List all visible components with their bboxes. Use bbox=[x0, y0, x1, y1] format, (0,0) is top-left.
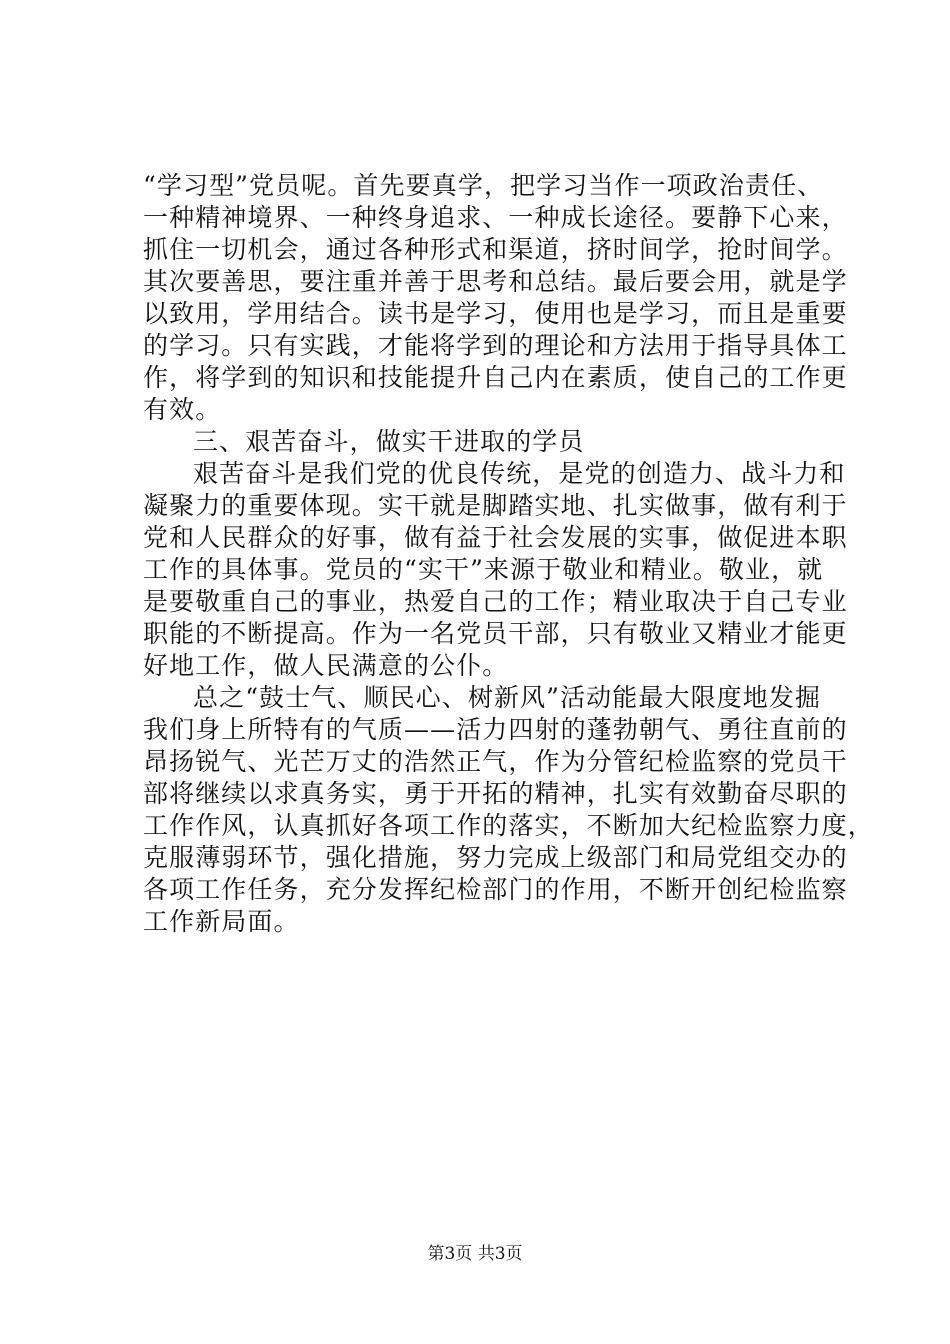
text-line: 一种精神境界、一种终身追求、一种成长途径。要静下心来， bbox=[143, 203, 848, 232]
page-footer: 第3页 共3页 bbox=[427, 1244, 523, 1264]
text-line: 克服薄弱环节，强化措施，努力完成上级部门和局党组交办的 bbox=[143, 843, 848, 872]
text-line: 职能的不断提高。作为一名党员干部，只有敬业又精业才能更 bbox=[143, 619, 848, 648]
text-line: 凝聚力的重要体现。实干就是脚踏实地、扎实做事，做有利于 bbox=[143, 491, 848, 520]
text-line: 艰苦奋斗是我们党的优良传统，是党的创造力、战斗力和 bbox=[193, 459, 846, 488]
text-line: 工作作风，认真抓好各项工作的落实，不断加大纪检监察力度， bbox=[143, 811, 874, 840]
text-line: 好地工作，做人民满意的公仆。 bbox=[143, 651, 509, 680]
text-line: 部将继续以求真务实，勇于开拓的精神，扎实有效勤奋尽职的 bbox=[143, 779, 848, 808]
text-line: 我们身上所特有的气质——活力四射的蓬勃朝气、勇往直前的 bbox=[143, 715, 848, 744]
text-line: 工作新局面。 bbox=[143, 907, 300, 936]
document-body bbox=[143, 170, 874, 938]
text-line: 是要敬重自己的事业，热爱自己的工作；精业取决于自己专业 bbox=[143, 587, 848, 616]
text-line: 以致用，学用结合。读书是学习，使用也是学习，而且是重要 bbox=[143, 299, 848, 328]
text-line: 的学习。只有实践，才能将学到的理论和方法用于指导具体工 bbox=[143, 331, 848, 360]
text-line: 抓住一切机会，通过各种形式和渠道，挤时间学，抢时间学。 bbox=[143, 235, 848, 264]
text-line: “学习型”党员呢。首先要真学，把学习当作一项政治责任、 bbox=[143, 171, 824, 200]
text-line: 党和人民群众的好事，做有益于社会发展的实事，做促进本职 bbox=[143, 523, 848, 552]
text-line: 各项工作任务，充分发挥纪检部门的作用，不断开创纪检监察 bbox=[143, 875, 848, 904]
text-line: 总之“鼓士气、顺民心、树新风”活动能最大限度地发掘 bbox=[193, 683, 822, 712]
text-line: 昂扬锐气、光芒万丈的浩然正气，作为分管纪检监察的党员干 bbox=[143, 747, 848, 776]
text-line: 其次要善思，要注重并善于思考和总结。最后要会用，就是学 bbox=[143, 267, 848, 296]
text-line: 有效。 bbox=[143, 395, 222, 424]
text-line: 作，将学到的知识和技能提升自己内在素质，使自己的工作更 bbox=[143, 363, 848, 392]
text-line: 工作的具体事。党员的“实干”来源于敬业和精业。敬业，就 bbox=[143, 555, 824, 584]
section-heading: 三、艰苦奋斗，做实干进取的学员 bbox=[193, 427, 585, 456]
